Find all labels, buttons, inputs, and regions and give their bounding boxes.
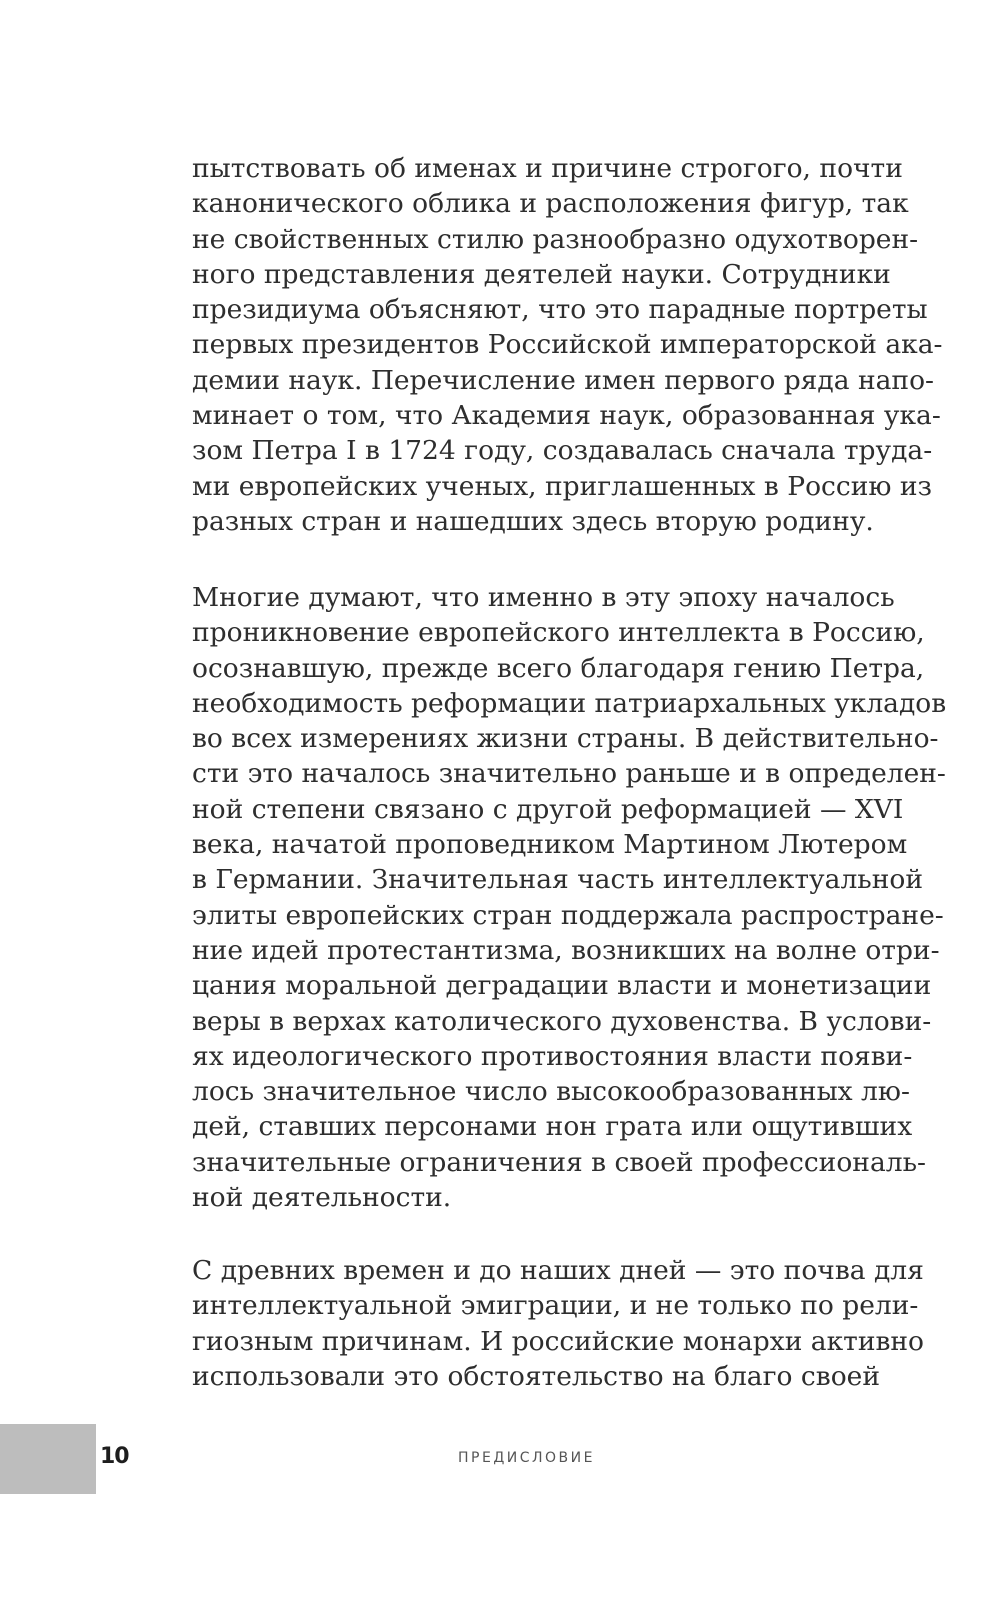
- text-line: канонического облика и расположения фигур, так: [192, 188, 909, 220]
- text-line: проникновение европейского интеллекта в Россию,: [192, 617, 925, 649]
- running-footer-section-title: ПРЕДИСЛОВИЕ: [458, 1450, 595, 1466]
- text-line: сти это началось значительно раньше и в определен-: [192, 758, 946, 790]
- text-line: зом Петра I в 1724 году, создавалась сначала труда-: [192, 435, 933, 467]
- page-number-tab: [0, 1424, 96, 1494]
- page-number: 10: [100, 1444, 129, 1469]
- text-line: разных стран и нашедших здесь вторую родину.: [192, 505, 874, 537]
- text-line: ного представления деятелей науки. Сотрудники: [192, 258, 891, 290]
- text-line: первых президентов Российской императорской ака-: [192, 329, 943, 361]
- paragraph-1: [192, 151, 943, 539]
- text-line: лось значительное число высокообразованных лю-: [192, 1076, 910, 1108]
- text-line: осознавшую, прежде всего благодаря гению Петра,: [192, 652, 925, 684]
- text-line: элиты европейских стран поддержала распростране-: [192, 899, 944, 931]
- text-line: президиума объясняют, что это парадные портреты: [192, 294, 928, 326]
- text-line: интеллектуальной эмиграции, и не только по рели-: [192, 1290, 919, 1322]
- text-line: ной деятельности.: [192, 1182, 452, 1214]
- text-line: демии наук. Перечисление имен первого ряда напо-: [192, 364, 934, 396]
- text-line: дей, ставших персонами нон грата или ощутивших: [192, 1111, 913, 1143]
- text-line: веры в верхах католического духовенства. В услови-: [192, 1005, 932, 1037]
- text-line: использовали это обстоятельство на благо своей: [192, 1360, 880, 1392]
- text-line: ми европейских ученых, приглашенных в Россию из: [192, 470, 932, 502]
- text-line: пытствовать об именах и причине строгого, почти: [192, 153, 903, 184]
- paragraph-3: [192, 1253, 925, 1394]
- text-line: необходимость реформации патриархальных укладов: [192, 687, 947, 719]
- text-line: ной степени связано с другой реформацией — XVI: [192, 793, 904, 825]
- text-line: С древних времен и до наших дней — это почва для: [192, 1255, 924, 1286]
- text-line: гиозным причинам. И российские монархи активно: [192, 1325, 925, 1357]
- text-line: ях идеологического противостояния власти появи-: [192, 1040, 913, 1072]
- text-line: цания моральной деградации власти и монетизации: [192, 970, 932, 1002]
- text-line: минает о том, что Академия наук, образованная ука-: [192, 400, 941, 432]
- text-line: значительные ограничения в своей профессиональ-: [192, 1146, 926, 1178]
- paragraph-2: [192, 580, 947, 1215]
- text-line: века, начатой проповедником Мартином Лютером: [192, 829, 908, 861]
- text-line: во всех измерениях жизни страны. В действительно-: [192, 723, 939, 755]
- text-line: в Германии. Значительная часть интеллектуальной: [192, 864, 923, 896]
- text-line: ние идей протестантизма, возникших на волне отри-: [192, 934, 940, 966]
- text-line: Многие думают, что именно в эту эпоху началось: [192, 582, 895, 613]
- text-line: не свойственных стилю разнообразно одухотворен-: [192, 223, 919, 255]
